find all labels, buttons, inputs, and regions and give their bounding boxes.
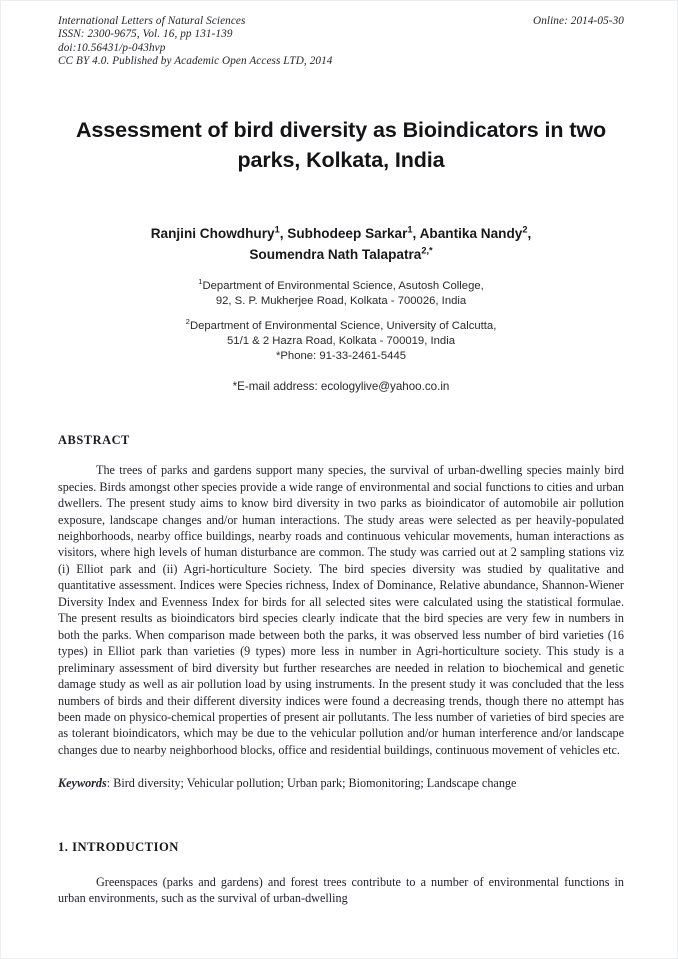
journal-license: CC BY 4.0. Published by Academic Open Access LTD, 2014: [58, 54, 333, 67]
affiliation-marker: 2: [185, 317, 190, 327]
author-separator: ,: [527, 226, 532, 242]
page-title: Assessment of bird diversity as Bioindicators in two parks, Kolkata, India: [75, 118, 607, 173]
author-line-2: [58, 244, 624, 265]
keywords-line: [58, 775, 624, 791]
abstract-text: The trees of parks and gardens support many species, the survival of urban-dwelling species mainly bird species. Birds amongst other species provide a wide range of environmental and social functions to cities and urban dwellers. The present study aims to know bird diversity in two parks as bioindicator of automobile air pollution exposure, landscape changes and/or human interactions. The study areas were selected as per heavily-populated neighborhoods, nearby office buildings, nearby roads and continuous vehicular movements, human interactions as visitors, where high levels of human disturbance are common. The study was carried out at 2 sampling stations viz (i) Elliot park and (ii) Agri-horticulture Society. The bird species diversity was studied by qualitative and quantitative assessment. Indices were Species richness, Index of Dominance, Relative abundance, Shannon-Wiener Diversity Index and Evenness Index for birds for all selected sites were calculated using the statistical formulae. The present results as bioindicators bird species clearly indicate that the bird species are very few in numbers in both the parks. When comparison made between both the parks, it was observed less number of bird varieties (16 types) in Elliot park than varieties (9 types) more less in number in Agri-horticulture society. This study is a preliminary assessment of bird diversity but further researches are needed in relation to biochemical and genetic damage study as well as air pollution load by using instruments. In the present study it was concluded that the less numbers of birds and their different diversity indices were found a decreasing trends, though there no attempt has been made on physico-chemical properties of present air pollutants. The less number of varieties of bird species are as tolerant bioindicators, which may be due to the vehicular pollution and/or human interference and/or landscape changes due to nearby neighborhood blocks, office and residential buildings, continuous movement of vehicles etc.: [58, 463, 624, 757]
author-name: Subhodeep Sarkar: [287, 226, 408, 242]
affiliation-line: [58, 279, 624, 294]
section-heading-introduction: 1. INTRODUCTION: [58, 839, 179, 854]
author-separator: ,: [412, 226, 420, 242]
affiliation-2: [58, 319, 624, 363]
author-line-1: [58, 223, 624, 244]
journal-header: [58, 15, 624, 68]
affiliation-block: [58, 279, 624, 363]
author-name: Abantika Nandy: [419, 226, 523, 242]
author-affil-marker: 2: [522, 224, 528, 235]
affiliation-marker: 1: [198, 277, 203, 287]
author-name: Ranjini Chowdhury: [150, 226, 275, 242]
author-affil-marker: 1: [407, 224, 413, 235]
author-affil-marker: 1: [274, 224, 280, 235]
author-list: [58, 223, 624, 265]
affiliation-text: Department of Environmental Science, University of Calcutta,: [189, 320, 497, 333]
author-affil-marker: 2,*: [421, 245, 433, 256]
author-name: Soumendra Nath Talapatra: [249, 247, 422, 263]
abstract-heading: ABSTRACT: [58, 433, 130, 448]
affiliation-1: [58, 279, 624, 308]
journal-name: International Letters of Natural Sciences: [58, 15, 246, 27]
affiliation-phone: *Phone: 91-33-2461-5445: [275, 349, 407, 362]
journal-doi: doi:10.56431/p-043hvp: [58, 41, 166, 54]
corresponding-email: *E-mail address: ecologylive@yahoo.co.in: [232, 380, 450, 394]
keywords-label: Keywords: [58, 776, 107, 791]
online-date: Online: 2014-05-30: [533, 15, 624, 27]
affiliation-line: [58, 319, 624, 334]
journal-issn: ISSN: 2300-9675, Vol. 16, pp 131-139: [58, 28, 233, 41]
affiliation-text: Department of Environmental Science, Asutosh College,: [202, 280, 484, 293]
keywords-value: Bird diversity; Vehicular pollution; Urban park; Biomonitoring; Landscape change: [113, 776, 517, 791]
author-separator: ,: [279, 226, 288, 242]
affiliation-line: 51/1 & 2 Hazra Road, Kolkata - 700019, India: [227, 334, 455, 347]
page-content: [58, 15, 624, 919]
introduction-text: Greenspaces (parks and gardens) and forest trees contribute to a number of environmental functions in urban environments, such as the survival of urban-dwelling: [58, 874, 624, 906]
keywords-separator: :: [106, 776, 114, 791]
affiliation-line: 92, S. P. Mukherjee Road, Kolkata - 700026, India: [215, 294, 467, 307]
